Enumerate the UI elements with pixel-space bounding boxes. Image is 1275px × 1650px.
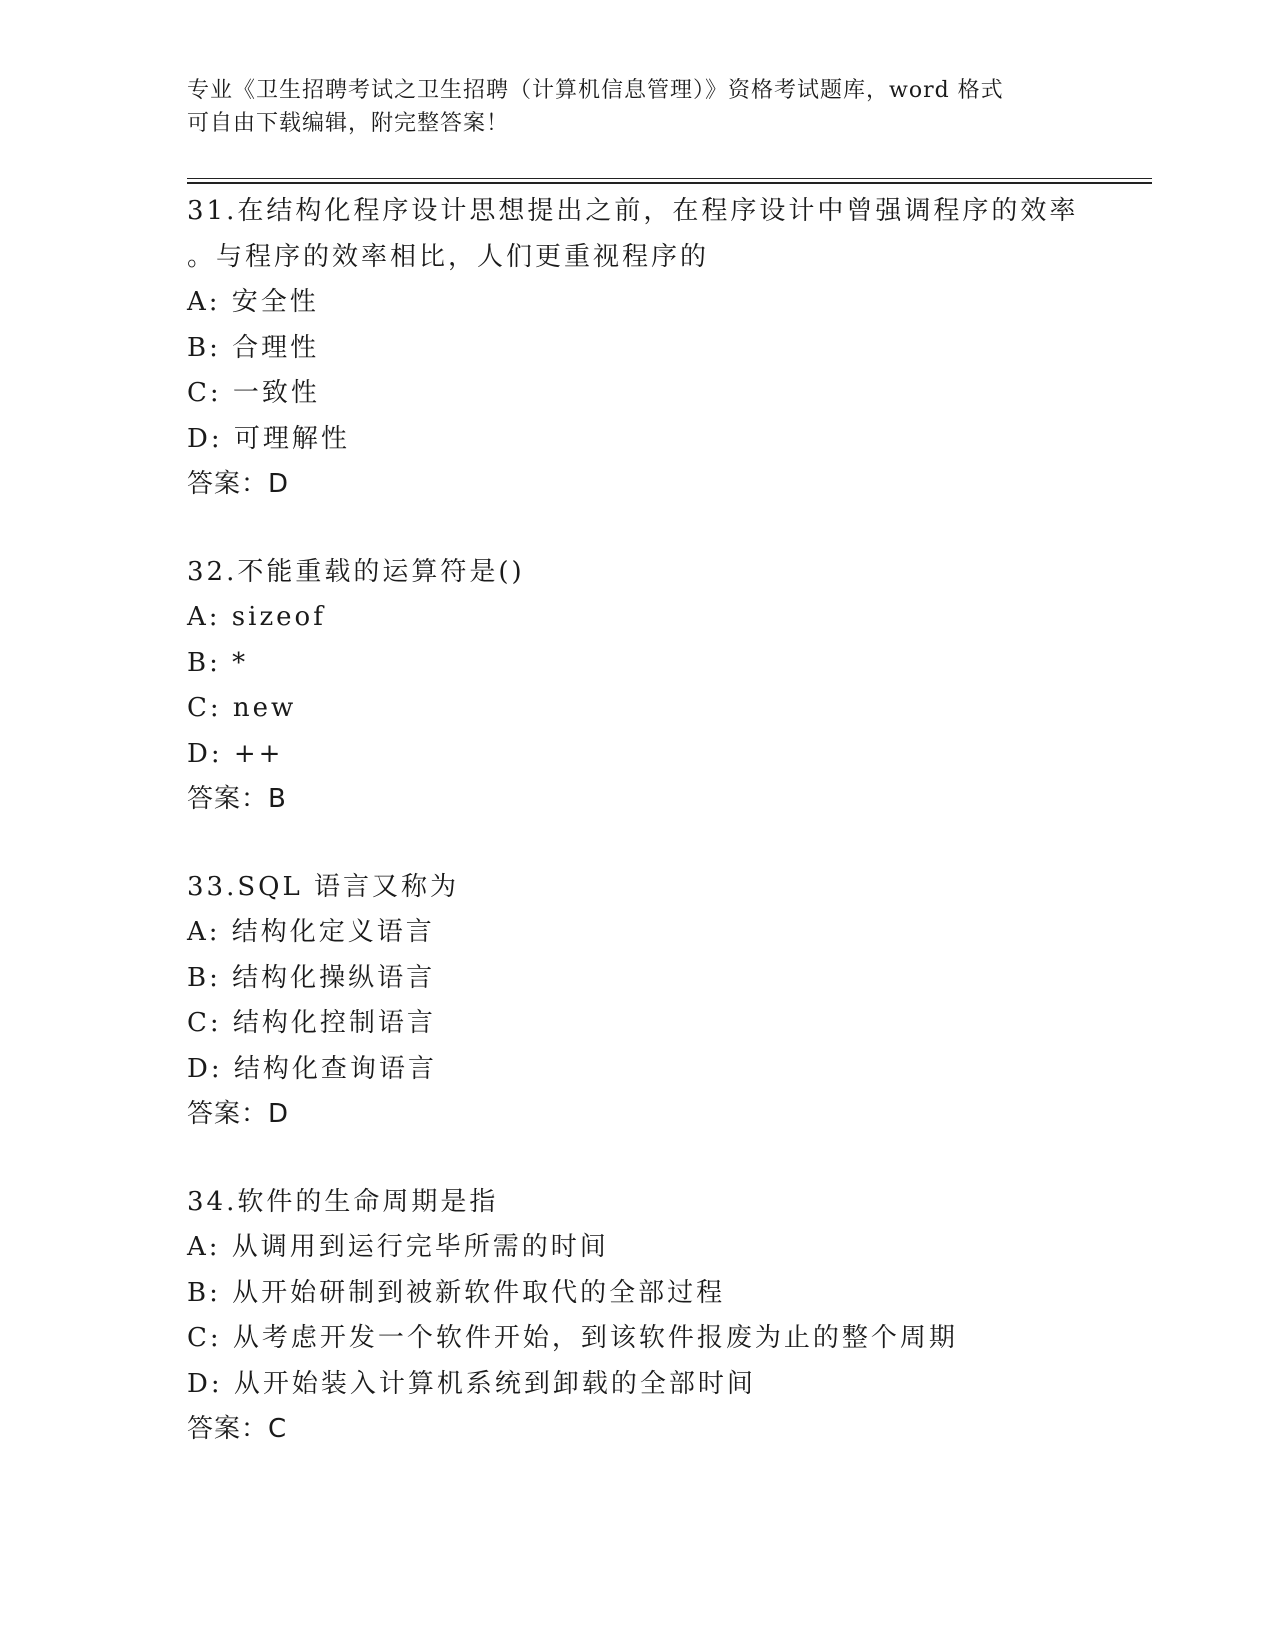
question-list [187,189,1147,1495]
option-b: B: 合理性 [187,332,320,363]
answer: 答案：B [187,784,287,814]
header-line-2: 可自由下载编辑，附完整答案！ [187,111,510,136]
option-c: C: 从考虑开发一个软件开始，到该软件报废为止的整个周期 [187,1323,958,1353]
option-c: C: 结构化控制语言 [187,1008,436,1038]
option-b: B: 结构化操纵语言 [187,962,436,993]
option-d: D: 结构化查询语言 [187,1053,437,1084]
question-stem: 31.在结构化程序设计思想提出之前，在程序设计中曾强调程序的效率 [187,196,1079,226]
question-stem: 。与程序的效率相比，人们更重视程序的 [187,241,710,272]
header-divider-thick [187,182,1152,184]
question-31 [187,189,1147,508]
header-line-1: 专业《卫生招聘考试之卫生招聘（计算机信息管理）》资格考试题库，word 格式 [187,78,1004,103]
question-33 [187,865,1147,1138]
option-a: A: 结构化定义语言 [187,917,435,947]
option-c: C: 一致性 [187,378,320,408]
header-divider-thin [187,178,1152,179]
question-32 [187,550,1147,823]
option-a: A: 安全性 [187,287,319,317]
option-a: A: sizeof [187,602,326,632]
option-d: D: 可理解性 [187,423,350,454]
option-a: A: 从调用到运行完毕所需的时间 [187,1232,609,1262]
question-34 [187,1180,1147,1453]
option-b: B: * [187,647,249,678]
option-d: D: 从开始装入计算机系统到卸载的全部时间 [187,1368,756,1399]
answer: 答案：D [187,469,290,499]
document-header [187,74,1067,140]
option-c: C: new [187,693,297,723]
answer: 答案：C [187,1414,288,1444]
question-stem: 33.SQL 语言又称为 [187,871,460,902]
option-b: B: 从开始研制到被新软件取代的全部过程 [187,1277,726,1308]
answer: 答案：D [187,1099,290,1129]
question-stem: 34.软件的生命周期是指 [187,1186,499,1217]
option-d: D: ++ [187,738,284,769]
question-stem: 32.不能重载的运算符是() [187,556,525,587]
